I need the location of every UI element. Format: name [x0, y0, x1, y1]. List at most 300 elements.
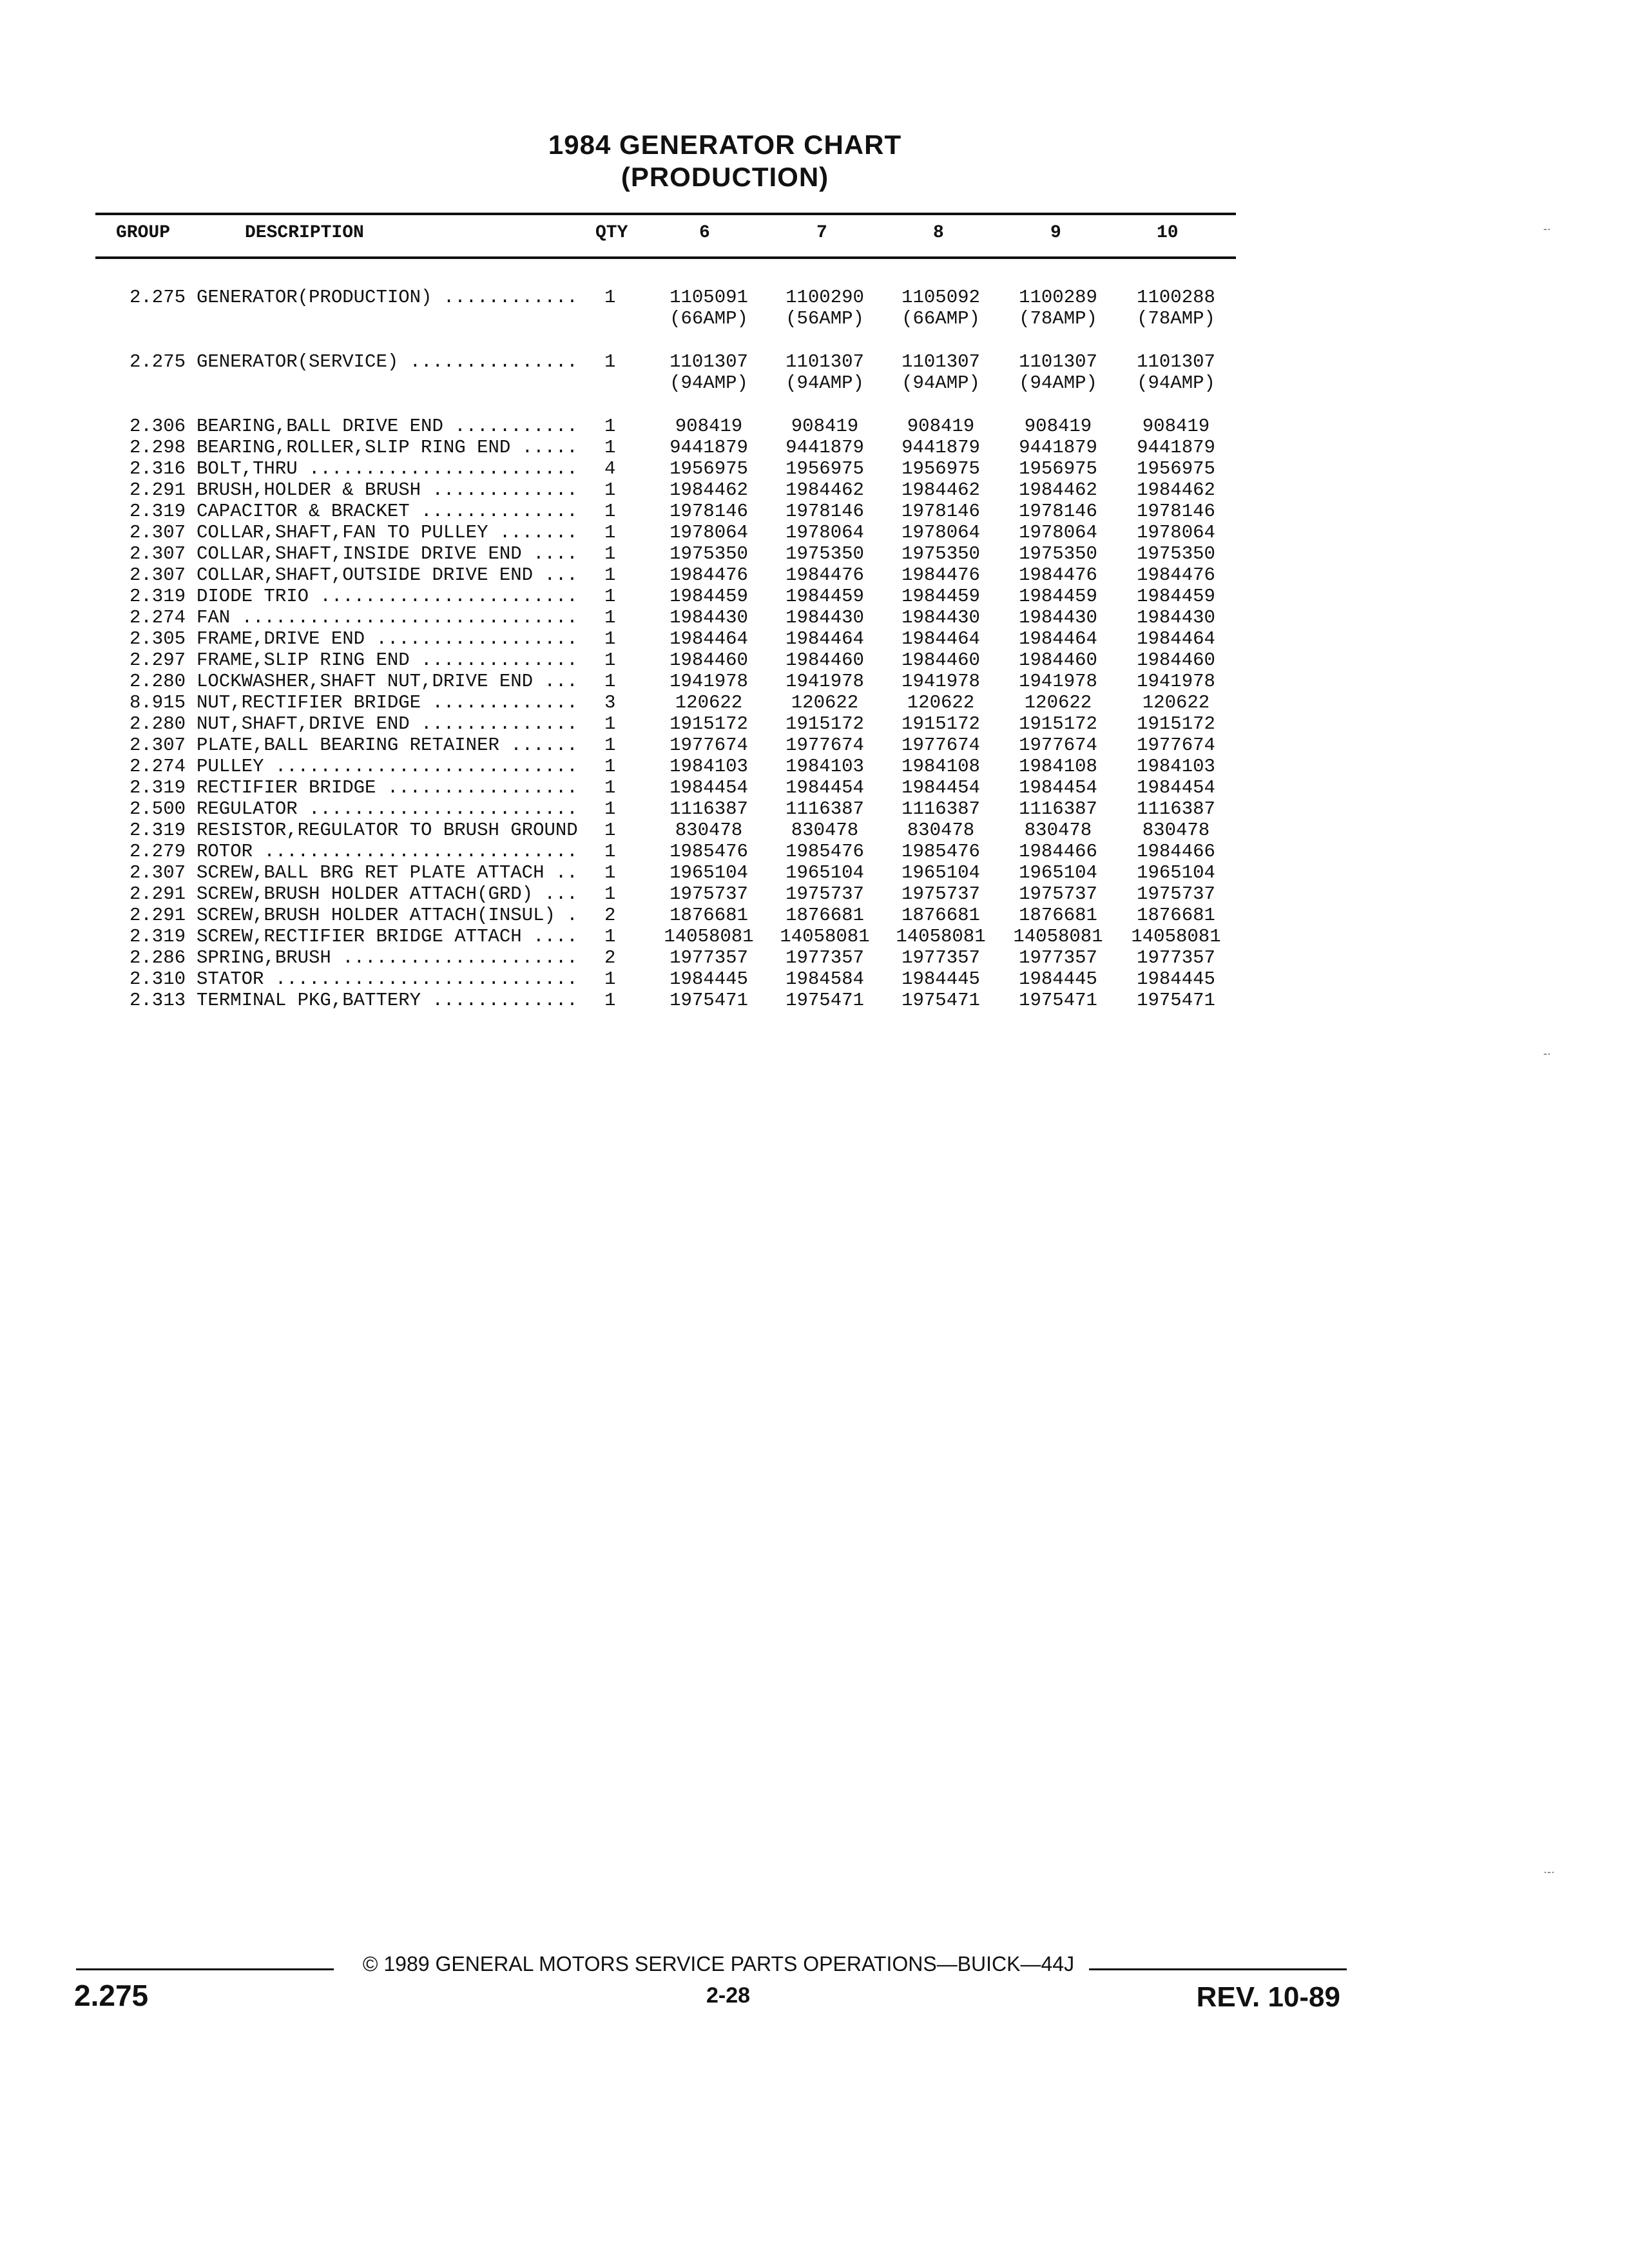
title-line-1: 1984 GENERATOR CHART	[548, 130, 902, 160]
table-row	[0, 501, 1629, 522]
part-number-cell: 1975350	[1137, 543, 1215, 564]
description-cell: BEARING,ROLLER,SLIP RING END .....	[197, 437, 578, 458]
table-row	[0, 905, 1629, 926]
qty-cell: 1	[604, 735, 616, 756]
description-cell: RECTIFIER BRIDGE .................	[197, 777, 578, 798]
part-number-cell: 1984459	[786, 586, 864, 607]
part-number-cell: 120622	[907, 692, 975, 713]
group-cell: 2.319	[129, 820, 186, 841]
table-row	[0, 777, 1629, 798]
qty-cell: 1	[604, 586, 616, 607]
part-number-cell: 1975737	[1019, 883, 1097, 905]
group-cell: 2.279	[129, 841, 186, 862]
part-number-cell: 1975471	[1137, 990, 1215, 1011]
qty-cell: 1	[604, 968, 616, 990]
part-number-cell: 830478	[1142, 820, 1210, 841]
part-number-cell: 830478	[907, 820, 975, 841]
part-number-cell: 1978064	[1019, 522, 1097, 543]
table-row	[0, 564, 1629, 586]
group-cell: 2.297	[129, 649, 186, 671]
part-number-cell: 1965104	[901, 862, 980, 883]
page-number: 2-28	[706, 1983, 751, 2008]
part-number-cell: 1965104	[1137, 862, 1215, 883]
group-cell: 2.280	[129, 671, 186, 692]
part-number-cell: 1956975	[786, 458, 864, 479]
part-number-cell: 9441879	[1137, 437, 1215, 458]
table-row	[0, 968, 1629, 990]
part-number-cell: 14058081	[664, 926, 754, 947]
part-number-cell: 830478	[791, 820, 859, 841]
group-cell: 2.274	[129, 607, 186, 628]
part-number-cell: 1965104	[786, 862, 864, 883]
table-row	[0, 671, 1629, 692]
qty-cell: 1	[604, 883, 616, 905]
description-cell: DIODE TRIO .......................	[197, 586, 578, 607]
part-number-cell: 1876681	[1019, 905, 1097, 926]
part-number-cell: 1984103	[670, 756, 748, 777]
qty-cell: 1	[604, 351, 616, 372]
amperage-cell: (94AMP)	[901, 372, 980, 394]
group-cell: 2.319	[129, 501, 186, 522]
qty-cell: 1	[604, 416, 616, 437]
qty-cell: 2	[604, 947, 616, 968]
part-number-cell: 9441879	[786, 437, 864, 458]
part-number-cell: 1985476	[901, 841, 980, 862]
table-row	[0, 628, 1629, 649]
group-cell: 2.307	[129, 735, 186, 756]
description-cell: FRAME,DRIVE END ..................	[197, 628, 578, 649]
header-col-9: 9	[1050, 223, 1061, 243]
part-number-cell: 1984476	[1019, 564, 1097, 586]
part-number-cell: 1984454	[1137, 777, 1215, 798]
description-cell: NUT,SHAFT,DRIVE END ..............	[197, 713, 578, 735]
part-number-cell: 1975350	[670, 543, 748, 564]
part-number-cell: 1975471	[1019, 990, 1097, 1011]
table-row	[0, 756, 1629, 777]
group-cell: 2.280	[129, 713, 186, 735]
footer-right-rule	[1089, 1968, 1347, 1970]
description-cell: GENERATOR(PRODUCTION) ............	[197, 287, 578, 308]
part-number-cell: 1100289	[1019, 287, 1097, 308]
part-number-cell: 1978064	[786, 522, 864, 543]
group-cell: 2.319	[129, 777, 186, 798]
part-number-cell: 1965104	[1019, 862, 1097, 883]
part-number-cell: 1956975	[1137, 458, 1215, 479]
amperage-cell: (66AMP)	[670, 308, 748, 329]
part-number-cell: 1956975	[670, 458, 748, 479]
description-cell: SPRING,BRUSH .....................	[197, 947, 578, 968]
part-number-cell: 1984454	[1019, 777, 1097, 798]
part-number-cell: 1977674	[1019, 735, 1097, 756]
part-number-cell: 1984459	[901, 586, 980, 607]
part-number-cell: 1975737	[1137, 883, 1215, 905]
group-cell: 2.500	[129, 798, 186, 820]
part-number-cell: 1984445	[670, 968, 748, 990]
qty-cell: 1	[604, 990, 616, 1011]
part-number-cell: 1975350	[901, 543, 980, 564]
part-number-cell: 1977674	[786, 735, 864, 756]
table-row	[0, 649, 1629, 671]
group-cell: 2.319	[129, 926, 186, 947]
part-number-cell: 1978146	[1019, 501, 1097, 522]
part-number-cell: 120622	[1142, 692, 1210, 713]
part-number-cell: 1101307	[1137, 351, 1215, 372]
part-number-cell: 1977357	[1019, 947, 1097, 968]
part-number-cell: 1984476	[901, 564, 980, 586]
part-number-cell: 1101307	[1019, 351, 1097, 372]
part-number-cell: 120622	[675, 692, 743, 713]
part-number-cell: 830478	[1024, 820, 1092, 841]
group-cell: 2.275	[129, 287, 186, 308]
part-number-cell: 1984462	[670, 479, 748, 501]
part-number-cell: 1975471	[670, 990, 748, 1011]
part-number-cell: 1975737	[670, 883, 748, 905]
table-row	[0, 351, 1629, 416]
description-cell: SCREW,BALL BRG RET PLATE ATTACH ..	[197, 862, 578, 883]
part-number-cell: 1915172	[1019, 713, 1097, 735]
part-number-cell: 1915172	[786, 713, 864, 735]
part-number-cell: 1100288	[1137, 287, 1215, 308]
page-title	[451, 129, 999, 193]
part-number-cell: 1876681	[670, 905, 748, 926]
qty-cell: 1	[604, 543, 616, 564]
amperage-cell: (56AMP)	[786, 308, 864, 329]
section-number: 2.275	[74, 1979, 149, 2012]
header-group: GROUP	[116, 223, 171, 243]
description-cell: RESISTOR,REGULATOR TO BRUSH GROUND	[197, 820, 578, 841]
table-row	[0, 926, 1629, 947]
scan-mark: -·	[1543, 222, 1551, 235]
part-number-cell: 1985476	[786, 841, 864, 862]
part-number-cell: 1116387	[786, 798, 864, 820]
part-number-cell: 1984464	[1137, 628, 1215, 649]
group-cell: 8.915	[129, 692, 186, 713]
amperage-cell: (94AMP)	[1019, 372, 1097, 394]
part-number-cell: 1941978	[670, 671, 748, 692]
description-cell: STATOR ...........................	[197, 968, 578, 990]
group-cell: 2.307	[129, 862, 186, 883]
qty-cell: 1	[604, 926, 616, 947]
part-number-cell: 1978064	[901, 522, 980, 543]
table-row	[0, 479, 1629, 501]
part-number-cell: 1984459	[1137, 586, 1215, 607]
table-row	[0, 798, 1629, 820]
part-number-cell: 1978146	[670, 501, 748, 522]
part-number-cell: 14058081	[896, 926, 986, 947]
qty-cell: 2	[604, 905, 616, 926]
part-number-cell: 120622	[791, 692, 859, 713]
part-number-cell: 1984430	[670, 607, 748, 628]
footer-left-rule	[76, 1968, 334, 1970]
table-row	[0, 437, 1629, 458]
copyright-line: © 1989 GENERAL MOTORS SERVICE PARTS OPERATIONS—BUICK—44J	[362, 1952, 1075, 1975]
table-row	[0, 841, 1629, 862]
group-cell: 2.274	[129, 756, 186, 777]
title-line-2: (PRODUCTION)	[621, 162, 829, 192]
part-number-cell: 1978064	[1137, 522, 1215, 543]
qty-cell: 1	[604, 798, 616, 820]
part-number-cell: 1984459	[670, 586, 748, 607]
part-number-cell: 1975737	[901, 883, 980, 905]
part-number-cell: 1985476	[670, 841, 748, 862]
description-cell: PULLEY ...........................	[197, 756, 578, 777]
part-number-cell: 1100290	[786, 287, 864, 308]
table-row	[0, 287, 1629, 351]
qty-cell: 1	[604, 522, 616, 543]
part-number-cell: 1984462	[901, 479, 980, 501]
amperage-cell: (94AMP)	[1137, 372, 1215, 394]
part-number-cell: 1941978	[786, 671, 864, 692]
table-row	[0, 883, 1629, 905]
qty-cell: 1	[604, 479, 616, 501]
part-number-cell: 1876681	[786, 905, 864, 926]
qty-cell: 3	[604, 692, 616, 713]
part-number-cell: 1984464	[786, 628, 864, 649]
header-col-7: 7	[816, 223, 827, 243]
group-cell: 2.313	[129, 990, 186, 1011]
part-number-cell: 1941978	[901, 671, 980, 692]
qty-cell: 1	[604, 862, 616, 883]
header-col-10: 10	[1157, 223, 1179, 243]
table-row	[0, 586, 1629, 607]
description-cell: ROTOR ............................	[197, 841, 578, 862]
qty-cell: 1	[604, 671, 616, 692]
part-number-cell: 1984476	[1137, 564, 1215, 586]
qty-cell: 1	[604, 777, 616, 798]
description-cell: REGULATOR ........................	[197, 798, 578, 820]
table-row	[0, 735, 1629, 756]
part-number-cell: 1984476	[786, 564, 864, 586]
part-number-cell: 1915172	[901, 713, 980, 735]
qty-cell: 1	[604, 841, 616, 862]
part-number-cell: 908419	[1142, 416, 1210, 437]
table-row	[0, 947, 1629, 968]
description-cell: CAPACITOR & BRACKET ..............	[197, 501, 578, 522]
parts-table	[0, 287, 1629, 1011]
part-number-cell: 9441879	[901, 437, 980, 458]
part-number-cell: 1941978	[1019, 671, 1097, 692]
part-number-cell: 1984584	[786, 968, 864, 990]
header-description: DESCRIPTION	[245, 223, 364, 243]
description-cell: COLLAR,SHAFT,INSIDE DRIVE END ....	[197, 543, 578, 564]
group-cell: 2.275	[129, 351, 186, 372]
header-col-6: 6	[699, 223, 710, 243]
scan-mark: -·	[1543, 1047, 1551, 1060]
group-cell: 2.291	[129, 479, 186, 501]
part-number-cell: 14058081	[780, 926, 870, 947]
group-cell: 2.316	[129, 458, 186, 479]
part-number-cell: 1978064	[670, 522, 748, 543]
qty-cell: 4	[604, 458, 616, 479]
part-number-cell: 908419	[907, 416, 975, 437]
part-number-cell: 1977674	[670, 735, 748, 756]
part-number-cell: 1984108	[1019, 756, 1097, 777]
table-row	[0, 522, 1629, 543]
table-row	[0, 458, 1629, 479]
group-cell: 2.319	[129, 586, 186, 607]
part-number-cell: 1984464	[670, 628, 748, 649]
group-cell: 2.291	[129, 905, 186, 926]
group-cell: 2.310	[129, 968, 186, 990]
part-number-cell: 1975737	[786, 883, 864, 905]
part-number-cell: 1975471	[786, 990, 864, 1011]
amperage-cell: (78AMP)	[1019, 308, 1097, 329]
part-number-cell: 1984460	[901, 649, 980, 671]
part-number-cell: 1116387	[901, 798, 980, 820]
part-number-cell: 1984454	[670, 777, 748, 798]
amperage-cell: (94AMP)	[670, 372, 748, 394]
part-number-cell: 1984464	[1019, 628, 1097, 649]
part-number-cell: 1984460	[786, 649, 864, 671]
scan-mark: ·-·	[1543, 1865, 1555, 1878]
description-cell: NUT,RECTIFIER BRIDGE .............	[197, 692, 578, 713]
part-number-cell: 1984460	[670, 649, 748, 671]
part-number-cell: 1984454	[786, 777, 864, 798]
description-cell: BEARING,BALL DRIVE END ...........	[197, 416, 578, 437]
qty-cell: 1	[604, 649, 616, 671]
part-number-cell: 9441879	[1019, 437, 1097, 458]
group-cell: 2.305	[129, 628, 186, 649]
part-number-cell: 908419	[791, 416, 859, 437]
description-cell: SCREW,BRUSH HOLDER ATTACH(INSUL) .	[197, 905, 578, 926]
part-number-cell: 830478	[675, 820, 743, 841]
part-number-cell: 1984430	[1019, 607, 1097, 628]
part-number-cell: 1984430	[1137, 607, 1215, 628]
qty-cell: 1	[604, 713, 616, 735]
part-number-cell: 1101307	[901, 351, 980, 372]
part-number-cell: 9441879	[670, 437, 748, 458]
part-number-cell: 1984445	[1137, 968, 1215, 990]
part-number-cell: 1101307	[670, 351, 748, 372]
group-cell: 2.286	[129, 947, 186, 968]
amperage-cell: (78AMP)	[1137, 308, 1215, 329]
description-cell: SCREW,RECTIFIER BRIDGE ATTACH ....	[197, 926, 578, 947]
part-number-cell: 1977357	[670, 947, 748, 968]
part-number-cell: 908419	[1024, 416, 1092, 437]
table-row	[0, 713, 1629, 735]
part-number-cell: 1101307	[786, 351, 864, 372]
part-number-cell: 1984454	[901, 777, 980, 798]
part-rows	[0, 416, 1629, 1011]
part-number-cell: 1977357	[786, 947, 864, 968]
part-number-cell: 1984108	[901, 756, 980, 777]
part-number-cell: 1984460	[1019, 649, 1097, 671]
part-number-cell: 1984430	[901, 607, 980, 628]
description-cell: TERMINAL PKG,BATTERY .............	[197, 990, 578, 1011]
description-cell: FRAME,SLIP RING END ..............	[197, 649, 578, 671]
part-number-cell: 1965104	[670, 862, 748, 883]
qty-cell: 1	[604, 628, 616, 649]
part-number-cell: 1984430	[786, 607, 864, 628]
description-cell: PLATE,BALL BEARING RETAINER ......	[197, 735, 578, 756]
part-number-cell: 1941978	[1137, 671, 1215, 692]
header-col-8: 8	[933, 223, 944, 243]
part-number-cell: 1978146	[786, 501, 864, 522]
part-number-cell: 1116387	[1137, 798, 1215, 820]
part-number-cell: 1984466	[1019, 841, 1097, 862]
part-number-cell: 1984103	[1137, 756, 1215, 777]
description-cell: BRUSH,HOLDER & BRUSH .............	[197, 479, 578, 501]
description-cell: SCREW,BRUSH HOLDER ATTACH(GRD) ...	[197, 883, 578, 905]
qty-cell: 1	[604, 607, 616, 628]
part-number-cell: 1984460	[1137, 649, 1215, 671]
part-number-cell: 1984466	[1137, 841, 1215, 862]
part-number-cell: 1977674	[901, 735, 980, 756]
part-number-cell: 1915172	[670, 713, 748, 735]
description-cell: COLLAR,SHAFT,FAN TO PULLEY .......	[197, 522, 578, 543]
part-number-cell: 1984462	[1019, 479, 1097, 501]
part-number-cell: 1984462	[1137, 479, 1215, 501]
part-number-cell: 1984459	[1019, 586, 1097, 607]
part-number-cell: 1984445	[901, 968, 980, 990]
part-number-cell: 1984464	[901, 628, 980, 649]
qty-cell: 1	[604, 756, 616, 777]
part-number-cell: 1956975	[901, 458, 980, 479]
part-number-cell: 1984462	[786, 479, 864, 501]
group-cell: 2.298	[129, 437, 186, 458]
part-number-cell: 1977357	[1137, 947, 1215, 968]
qty-cell: 1	[604, 287, 616, 308]
description-cell: FAN ..............................	[197, 607, 578, 628]
group-cell: 2.307	[129, 543, 186, 564]
part-number-cell: 1116387	[1019, 798, 1097, 820]
part-number-cell: 1984445	[1019, 968, 1097, 990]
table-row	[0, 990, 1629, 1011]
group-cell: 2.307	[129, 522, 186, 543]
qty-cell: 1	[604, 501, 616, 522]
header-bottom-rule	[95, 256, 1236, 259]
part-number-cell: 1915172	[1137, 713, 1215, 735]
part-number-cell: 14058081	[1131, 926, 1221, 947]
part-number-cell: 1977357	[901, 947, 980, 968]
table-row	[0, 543, 1629, 564]
table-row	[0, 416, 1629, 437]
group-cell: 2.306	[129, 416, 186, 437]
revision-label: REV. 10-89	[1196, 1981, 1340, 2013]
amperage-cell: (94AMP)	[786, 372, 864, 394]
group-cell: 2.307	[129, 564, 186, 586]
part-number-cell: 1978146	[901, 501, 980, 522]
amperage-cell: (66AMP)	[901, 308, 980, 329]
part-number-cell: 908419	[675, 416, 743, 437]
qty-cell: 1	[604, 564, 616, 586]
part-number-cell: 1975471	[901, 990, 980, 1011]
part-number-cell: 1876681	[901, 905, 980, 926]
part-number-cell: 1116387	[670, 798, 748, 820]
part-number-cell: 14058081	[1013, 926, 1103, 947]
header-qty: QTY	[595, 223, 628, 243]
description-cell: LOCKWASHER,SHAFT NUT,DRIVE END ...	[197, 671, 578, 692]
group-cell: 2.291	[129, 883, 186, 905]
part-number-cell: 120622	[1024, 692, 1092, 713]
part-number-cell: 1977674	[1137, 735, 1215, 756]
table-row	[0, 692, 1629, 713]
description-cell: GENERATOR(SERVICE) ...............	[197, 351, 578, 372]
qty-cell: 1	[604, 437, 616, 458]
table-row	[0, 607, 1629, 628]
description-cell: BOLT,THRU ........................	[197, 458, 578, 479]
header-top-rule	[95, 213, 1236, 215]
part-number-cell: 1105091	[670, 287, 748, 308]
part-number-cell: 1956975	[1019, 458, 1097, 479]
qty-cell: 1	[604, 820, 616, 841]
table-row	[0, 820, 1629, 841]
part-number-cell: 1876681	[1137, 905, 1215, 926]
part-number-cell: 1984103	[786, 756, 864, 777]
part-number-cell: 1975350	[786, 543, 864, 564]
part-number-cell: 1984476	[670, 564, 748, 586]
part-number-cell: 1105092	[901, 287, 980, 308]
